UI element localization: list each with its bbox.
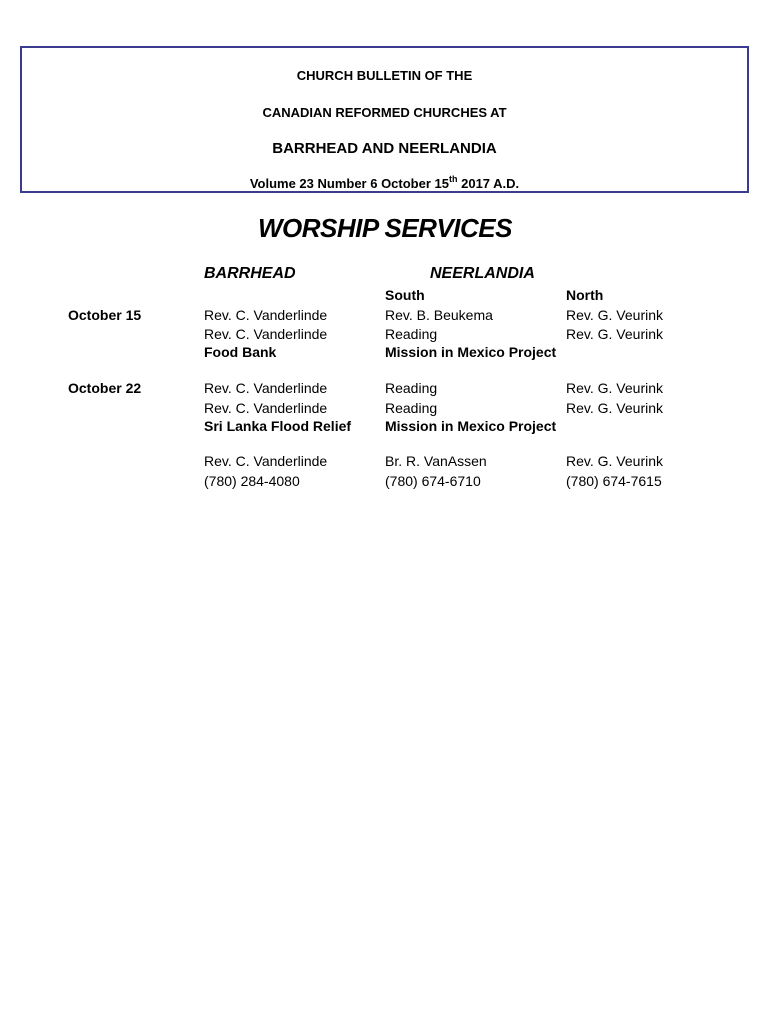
column-header-neerlandia: NEERLANDIA <box>430 265 535 282</box>
north-minister-pm: Rev. G. Veurink <box>566 400 664 416</box>
barrhead-minister-pm: Rev. C. Vanderlinde <box>204 326 328 342</box>
south-minister-pm: Reading <box>385 400 438 416</box>
barrhead-minister-pm: Rev. C. Vanderlinde <box>204 400 328 416</box>
header-volume-line <box>22 173 747 191</box>
column-header-north: North <box>566 287 604 303</box>
date-ordinal-suffix: th <box>449 173 458 184</box>
service-date: October 22 <box>68 380 142 396</box>
south-minister-am: Rev. B. Beukema <box>385 307 493 323</box>
volume-year-text: 2017 A.D. <box>457 176 520 191</box>
page-title: WORSHIP SERVICES <box>258 213 512 243</box>
header-line-2: CANADIAN REFORMED CHURCHES AT <box>262 105 507 120</box>
north-minister-am: Rev. G. Veurink <box>566 307 664 323</box>
north-minister-pm: Rev. G. Veurink <box>566 326 664 342</box>
header-line-3: BARRHEAD AND NEERLANDIA <box>272 140 497 157</box>
column-header-south: South <box>385 287 425 303</box>
barrhead-collection: Food Bank <box>204 344 277 360</box>
column-header-barrhead: BARRHEAD <box>204 265 296 282</box>
contact-south-phone: (780) 674-6710 <box>385 473 481 489</box>
neerlandia-collection: Mission in Mexico Project <box>385 418 557 434</box>
service-date: October 15 <box>68 307 142 323</box>
header-line-1: CHURCH BULLETIN OF THE <box>296 68 473 83</box>
barrhead-collection: Sri Lanka Flood Relief <box>204 418 352 434</box>
bulletin-header <box>20 46 749 193</box>
barrhead-minister-am: Rev. C. Vanderlinde <box>204 380 328 396</box>
contact-south-name: Br. R. VanAssen <box>385 453 487 469</box>
contact-barrhead-phone: (780) 284-4080 <box>204 473 300 489</box>
barrhead-minister-am: Rev. C. Vanderlinde <box>204 307 328 323</box>
south-minister-pm: Reading <box>385 326 438 342</box>
contact-north-name: Rev. G. Veurink <box>566 453 664 469</box>
volume-date-text: Volume 23 Number 6 October 15 <box>249 176 449 191</box>
neerlandia-collection: Mission in Mexico Project <box>385 344 557 360</box>
north-minister-am: Rev. G. Veurink <box>566 380 664 396</box>
contact-barrhead-name: Rev. C. Vanderlinde <box>204 453 328 469</box>
contact-north-phone: (780) 674-7615 <box>566 473 662 489</box>
south-minister-am: Reading <box>385 380 438 396</box>
